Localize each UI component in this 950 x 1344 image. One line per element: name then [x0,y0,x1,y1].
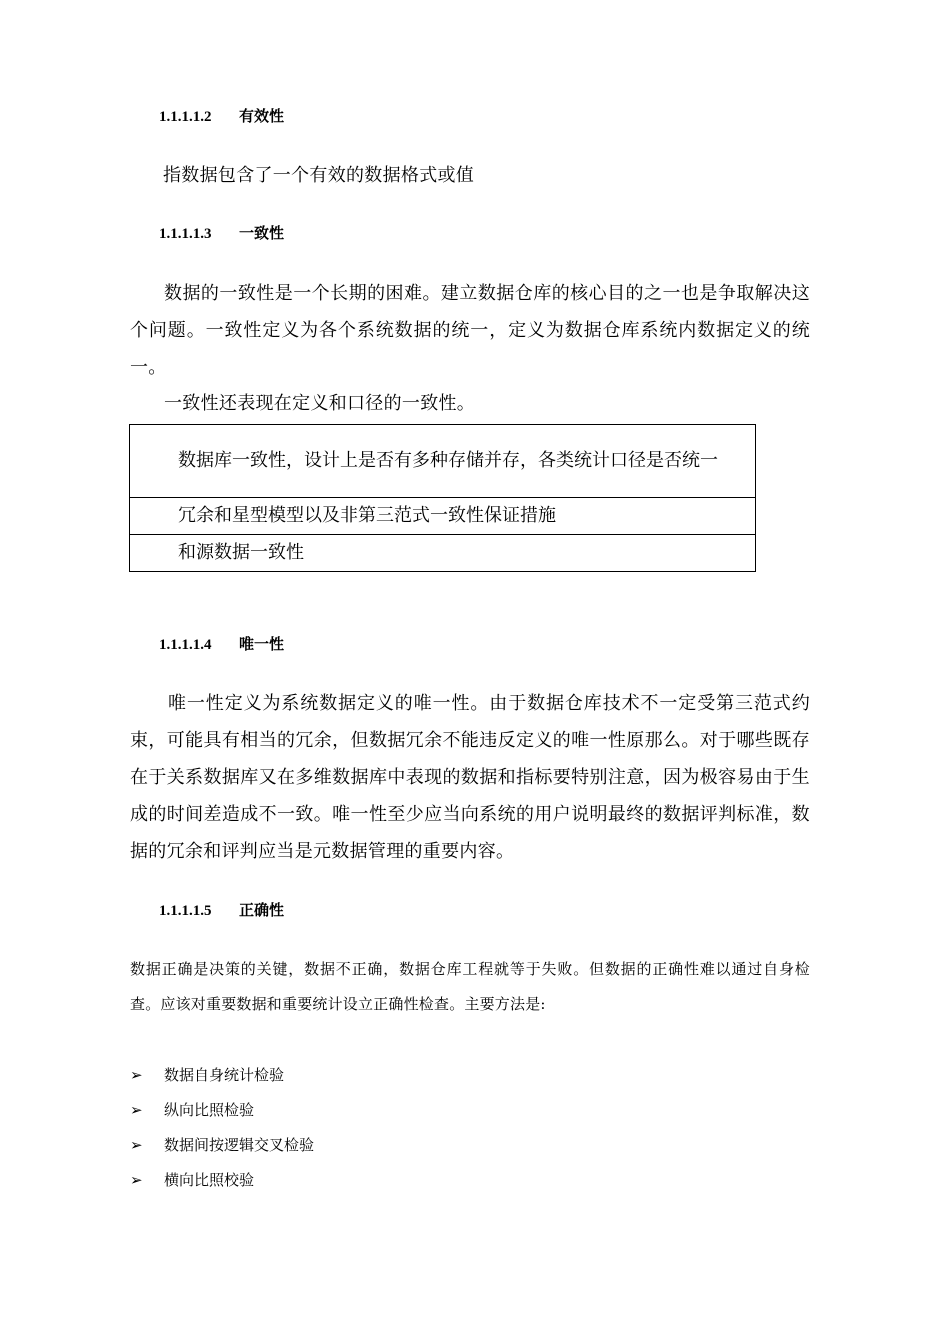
arrow-bullet-icon: ➢ [130,1101,143,1119]
arrow-bullet-icon: ➢ [130,1066,143,1084]
section-heading-consistency [159,225,284,243]
list-item-text: 数据自身统计检验 [164,1066,285,1084]
section-heading-uniqueness [159,636,284,654]
section-title: 一致性 [239,226,285,242]
arrow-bullet-icon: ➢ [130,1136,143,1154]
validity-paragraph: 指数据包含了一个有效的数据格式或值 [163,165,475,186]
list-item [130,1058,314,1093]
arrow-bullet-icon: ➢ [130,1171,143,1189]
section-number: 1.1.1.1.3 [159,226,212,242]
consistency-paragraph: 数据的一致性是一个长期的困难。建立数据仓库的核心目的之一也是争取解决这个问题。一致性定义为各个系统数据的统一，定义为数据仓库系统内数据定义的统一。 [130,283,810,378]
list-item [130,1128,314,1163]
section-title: 有效性 [239,109,285,125]
section-heading-validity [159,108,284,126]
uniqueness-paragraph: 唯一性定义为系统数据定义的唯一性。由于数据仓库技术不一定受第三范式约束，可能具有相当的冗余，但数据冗余不能违反定义的唯一性原那么。对于哪些既存在于关系数据库又在多维数据库中表现的数据和指标要特别注意，因为极容易由于生成的时间差造成不一致。唯一性至少应当向系统的用户说明最终的数据评判标准，数据的冗余和评判应当是元数据管理的重要内容。 [130,693,810,862]
consistency-note: 一致性还表现在定义和口径的一致性。 [164,393,476,414]
table-row [130,425,756,498]
section-number: 1.1.1.1.2 [159,109,212,125]
section-title: 正确性 [239,903,285,919]
list-item-text: 纵向比照检验 [164,1101,255,1119]
list-item-text: 数据间按逻辑交叉检验 [164,1136,315,1154]
list-item [130,1093,314,1128]
consistency-table [129,424,756,572]
list-item [130,1163,314,1198]
table-row [130,535,756,572]
correctness-paragraph: 数据正确是决策的关键，数据不正确，数据仓库工程就等于失败。但数据的正确性难以通过自身检查。应该对重要数据和重要统计设立正确性检查。主要方法是: [130,960,810,1013]
list-item-text: 横向比照校验 [164,1171,255,1189]
section-number: 1.1.1.1.5 [159,903,212,919]
table-cell: 数据库一致性，设计上是否有多种存储并存，各类统计口径是否统一 [130,425,756,498]
section-number: 1.1.1.1.4 [159,637,212,653]
table-cell: 冗余和星型模型以及非第三范式一致性保证措施 [130,498,756,535]
method-list [130,1058,314,1198]
section-heading-correctness [159,902,284,920]
section-title: 唯一性 [239,637,285,653]
table-row [130,498,756,535]
table-cell: 和源数据一致性 [130,535,756,572]
